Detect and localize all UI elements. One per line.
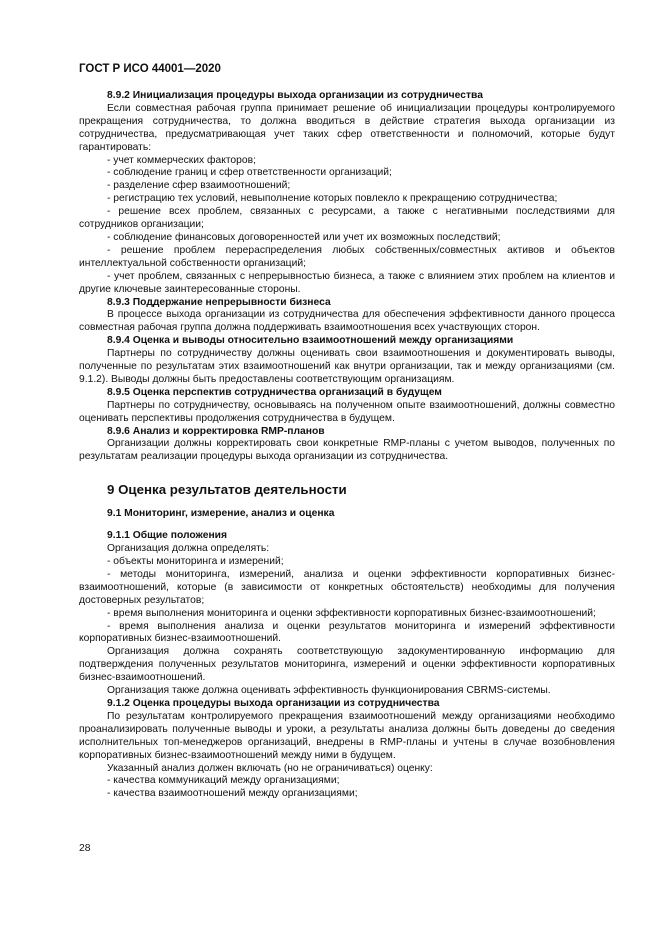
section-heading-8-9-5: 8.9.5 Оценка перспектив сотрудничества организаций в будущем xyxy=(107,386,442,398)
paragraph: Партнеры по сотрудничеству, основываясь на полученном опыте взаимоотношений, должны совместно оценивать перспективы продолжения сотрудничества в будущем. xyxy=(79,399,615,424)
section-heading-8-9-4: 8.9.4 Оценка и выводы относительно взаимоотношений между организациями xyxy=(107,335,514,347)
paragraph: Организации должны корректировать свои конкретные RMP-планы с учетом выводов, полученных по результатам реализации процедуры выхода организации из сотрудничества. xyxy=(79,438,615,463)
list-item: - разделение сфер взаимоотношений; xyxy=(107,180,291,192)
list-item: - качества коммуникаций между организациями; xyxy=(107,775,340,787)
list-item: - соблюдение границ и сфер ответственности организаций; xyxy=(107,167,392,179)
section-heading-8-9-6: 8.9.6 Анализ и корректировка RMP-планов xyxy=(107,425,325,437)
list-item: - учет проблем, связанных с непрерывностью бизнеса, а также с влиянием этих проблем на клиентов и другие ключевые заинтересованные стороны. xyxy=(79,270,615,295)
list-item: - решение всех проблем, связанных с ресурсами, а также с негативными последствиями для сотрудников организации; xyxy=(79,206,615,231)
paragraph: Организация должна определять: xyxy=(107,543,270,555)
list-item: - регистрацию тех условий, невыполнение которых повлекло к прекращению сотрудничества; xyxy=(107,193,558,205)
paragraph: Партнеры по сотрудничеству должны оценивать свои взаимоотношения и документировать выводы, полученные по результатам этих взаимоотношений как внутри организации, так и между организациями (см. 9.1.2). Выводы должны быть предоставлены соответствующим организациям. xyxy=(79,348,615,385)
list-item: - качества взаимоотношений между организациями; xyxy=(107,788,358,800)
section-heading-8-9-3: 8.9.3 Поддержание непрерывности бизнеса xyxy=(107,296,331,308)
list-item: - решение проблем перераспределения любых собственных/совместных активов и объектов интеллектуальной собственности организаций; xyxy=(79,244,615,269)
list-item: - соблюдение финансовых договоренностей или учет их возможных последствий; xyxy=(107,231,501,243)
section-heading-8-9-2: 8.9.2 Инициализация процедуры выхода организации из сотрудничества xyxy=(107,90,483,101)
list-item: - время выполнения мониторинга и оценки эффективности корпоративных бизнес-взаимоотношений; xyxy=(107,607,596,619)
list-item: - объекты мониторинга и измерений; xyxy=(107,556,284,567)
section-heading-9-1-2: 9.1.2 Оценка процедуры выхода организации из сотрудничества xyxy=(107,697,440,709)
page-body xyxy=(79,90,615,801)
list-item: - учет коммерческих факторов; xyxy=(107,154,256,166)
paragraph: Если совместная рабочая группа принимает решение об инициализации процедуры контролируемого прекращения сотрудничества, то должна вводиться в действие стратегия выхода организации из сотрудничества, предусматривающая учет таких сфер ответственности и полномочий, которые будут гарантировать: xyxy=(79,102,615,153)
paragraph: Организация также должна оценивать эффективность функционирования CBRMS-системы. xyxy=(107,685,551,697)
paragraph: Организация должна сохранять соответствующую задокументированную информацию для подтверждения полученных результатов мониторинга, измерений и оценки эффективности корпоративных бизнес-взаимоотношений. xyxy=(79,646,615,684)
standard-code-header: ГОСТ Р ИСО 44001—2020 xyxy=(79,63,221,75)
chapter-heading-9: 9 Оценка результатов деятельности xyxy=(107,482,347,498)
section-heading-9-1-1: 9.1.1 Общие положения xyxy=(107,530,227,542)
section-heading-9-1: 9.1 Мониторинг, измерение, анализ и оценка xyxy=(107,508,335,520)
page-number: 28 xyxy=(79,843,91,854)
list-item: - методы мониторинга, измерений, анализа и оценки эффективности корпоративных бизнес-взаимоотношений, которые (в зависимости от конкретных обстоятельств) необходимы для получения достоверных результатов; xyxy=(79,568,615,606)
list-item: - время выполнения анализа и оценки результатов мониторинга и измерений эффективности корпоративных бизнес-взаимоотношений. xyxy=(79,620,615,645)
paragraph: В процессе выхода организации из сотрудничества для обеспечения эффективности данного процесса совместная рабочая группа должна поддерживать взаимоотношения всех участвующих сторон. xyxy=(79,309,615,334)
paragraph: Указанный анализ должен включать (но не ограничиваться) оценку: xyxy=(107,762,433,774)
paragraph: По результатам контролируемого прекращения взаимоотношений между организациями необходимо проанализировать полученные выводы и уроки, а результаты анализа должны быть доведены до сведения исполнительных топ-менеджеров организаций, внедрены в RMP-планы и учтены в случае возобновления корпоративных бизнес-взаимоотношений между ними в будущем. xyxy=(79,710,615,761)
